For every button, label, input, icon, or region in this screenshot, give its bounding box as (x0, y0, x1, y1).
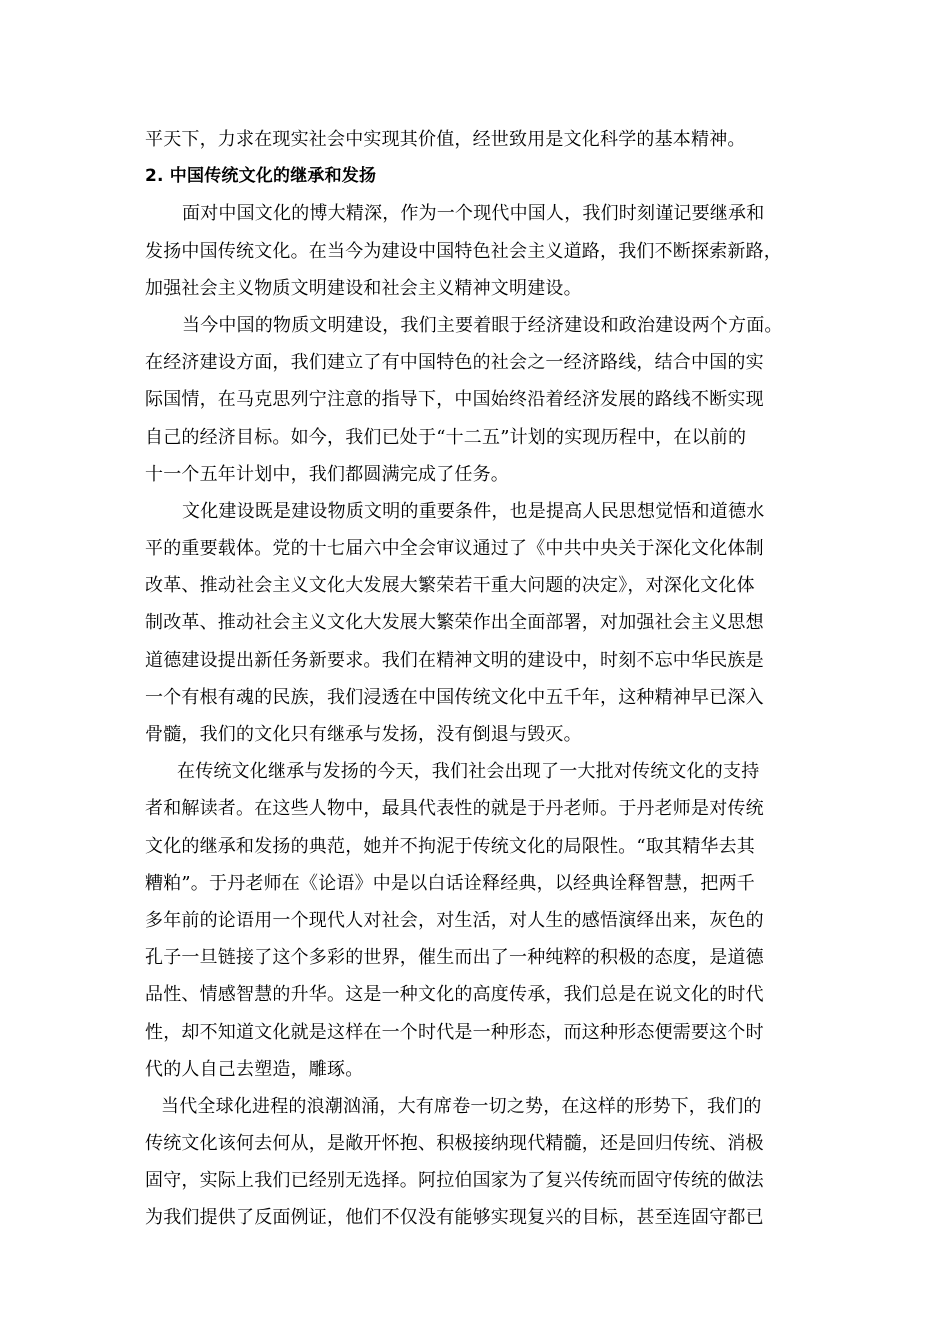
section-heading: 2. 中国传统文化的继承和发扬 (145, 166, 377, 187)
text-line: 传统文化该何去何从，是敞开怀抱、积极接纳现代精髓，还是回归传统、消极 (145, 1133, 764, 1155)
paragraph-first-line: 当代全球化进程的浪潮汹涌，大有席卷一切之势，在这样的形势下，我们的 (161, 1095, 762, 1117)
paragraph-first-line: 文化建设既是建设物质文明的重要条件，也是提高人民思想觉悟和道德水 (182, 500, 765, 522)
text-line: 在经济建设方面，我们建立了有中国特色的社会之一经济路线，结合中国的实 (145, 352, 764, 374)
text-line: 文化的继承和发扬的典范，她并不拘泥于传统文化的局限性。“取其精华去其 (145, 835, 755, 857)
paragraph-first-line: 当今中国的物质文明建设，我们主要着眼于经济建设和政治建设两个方面。 (182, 314, 783, 336)
paragraph-first-line: 面对中国文化的博大精深，作为一个现代中国人，我们时刻谨记要继承和 (182, 203, 765, 225)
paragraph-first-line: 在传统文化继承与发扬的今天，我们社会出现了一大批对传统文化的支持 (177, 761, 760, 783)
text-line: 性，却不知道文化就是这样在一个时代是一种形态，而这种形态便需要这个时 (145, 1021, 764, 1043)
text-line: 自己的经济目标。如今，我们已处于“十二五”计划的实现历程中，在以前的 (145, 426, 747, 448)
text-line: 十一个五年计划中，我们都圆满完成了任务。 (145, 463, 509, 485)
text-line: 代的人自己去塑造，雕琢。 (145, 1058, 364, 1080)
text-line: 加强社会主义物质文明建设和社会主义精神文明建设。 (145, 277, 582, 299)
text-line: 际国情，在马克思列宁注意的指导下，中国始终沿着经济发展的路线不断实现 (145, 389, 764, 411)
text-line: 道德建设提出新任务新要求。我们在精神文明的建设中，时刻不忘中华民族是 (145, 649, 764, 671)
text-line: 一个有根有魂的民族，我们浸透在中国传统文化中五千年，这种精神早已深入 (145, 686, 764, 708)
text-line: 骨髓，我们的文化只有继承与发扬，没有倒退与毁灭。 (145, 724, 582, 745)
text-line: 平的重要载体。党的十七届六中全会审议通过了《中共中央关于深化文化体制 (145, 538, 764, 560)
text-line: 平天下，力求在现实社会中实现其价值，经世致用是文化科学的基本精神。 (145, 129, 746, 150)
text-line: 品性、情感智慧的升华。这是一种文化的高度传承，我们总是在说文化的时代 (145, 984, 764, 1006)
text-line: 固守，实际上我们已经别无选择。阿拉伯国家为了复兴传统而固守传统的做法 (145, 1170, 764, 1192)
text-line: 多年前的论语用一个现代人对社会，对生活，对人生的感悟演绎出来，灰色的 (145, 909, 764, 931)
document-page (145, 121, 815, 1237)
text-line: 为我们提供了反面例证，他们不仅没有能够实现复兴的目标，甚至连固守都已 (145, 1207, 764, 1229)
text-line: 制改革、推动社会主义文化大发展大繁荣作出全面部署，对加强社会主义思想 (145, 612, 764, 634)
text-line: 发扬中国传统文化。在当今为建设中国特色社会主义道路，我们不断探索新路， (145, 240, 782, 262)
text-line: 糟粕”。于丹老师在《论语》中是以白话诠释经典，以经典诠释智慧，把两千 (145, 872, 755, 894)
text-line: 改革、推动社会主义文化大发展大繁荣若干重大问题的决定》，对深化文化体 (145, 575, 755, 597)
text-line: 者和解读者。在这些人物中，最具代表性的就是于丹老师。于丹老师是对传统 (145, 798, 764, 820)
text-line: 孔子一旦链接了这个多彩的世界，催生而出了一种纯粹的积极的态度，是道德 (145, 947, 764, 969)
